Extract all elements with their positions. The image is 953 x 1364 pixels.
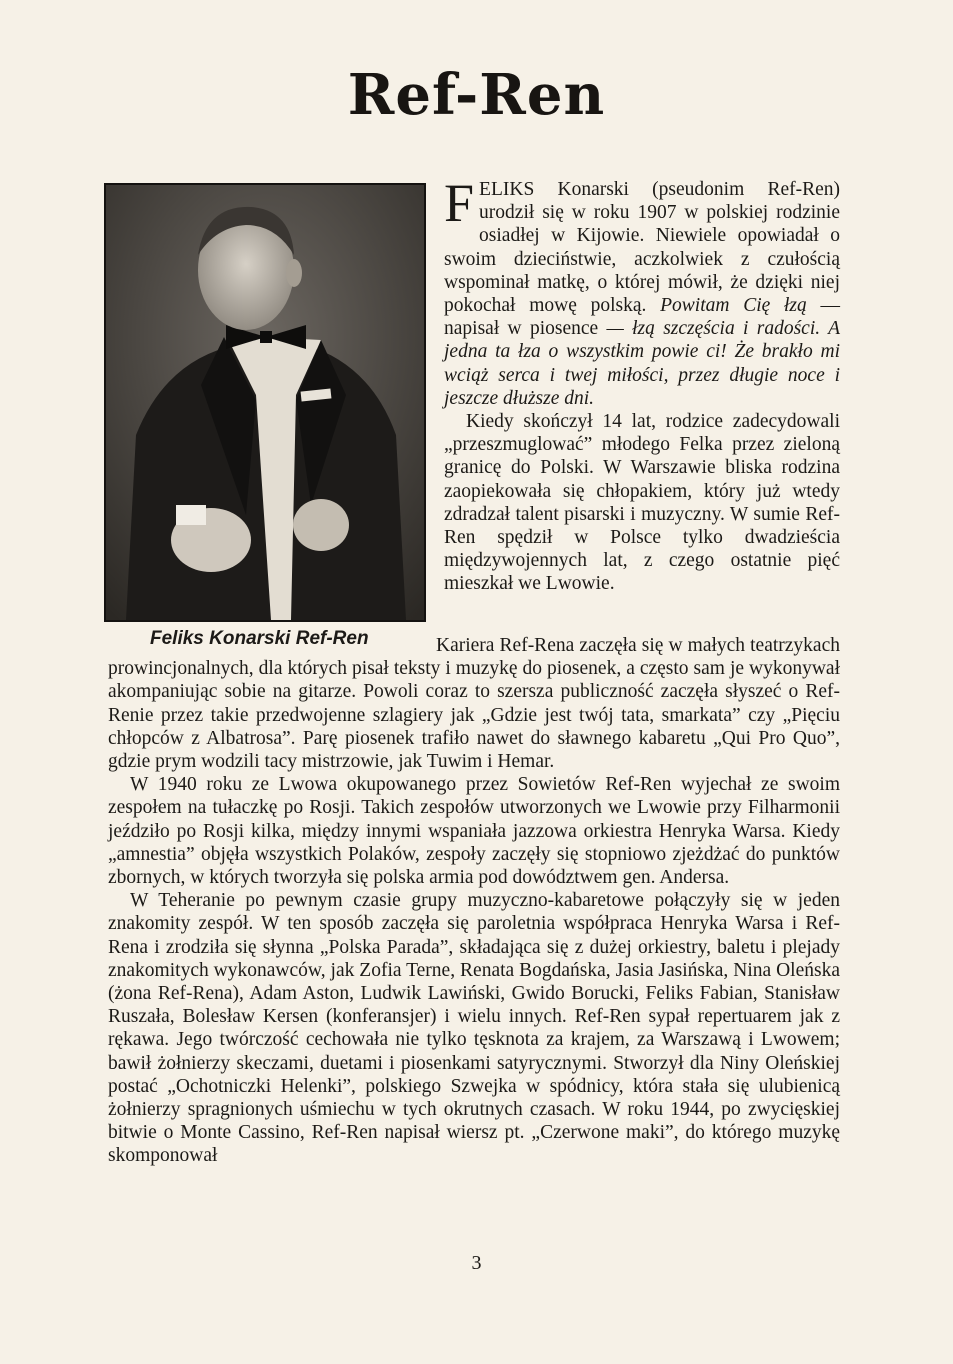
paragraph-career: Kariera Ref-Rena zaczęła się w małych teatrzykach prowincjonalnych, dla których pisał teksty i muzykę do piosenek, a często sam je wykonywał akompaniując sobie na gitarze. Powoli coraz to szersza publiczność zaczęła słyszeć o Ref-Renie przez takie przedwojenne szlagiery jak „Gdzie jest twój tata, smarkata” czy „Pięciu chłopców z Albatrosa”. Parę piosenek trafiło nawet do sławnego kabaretu „Qui Pro Quo”, gdzie prym wodzili tacy mistrzowie, jak Tuwim i Hemar.: [108, 635, 840, 773]
page-title: Ref-Ren: [347, 62, 606, 128]
drop-cap: F: [444, 173, 475, 233]
quote-lyrics: — łzą szczęścia i radości. A jedna ta łza o wszystkim powie ci! Że brakło mi wciąż serca i twej miłości, przez długie noce i jeszcze dłuższe dni.: [444, 318, 840, 409]
paragraph-russia: W 1940 roku ze Lwowa okupowanego przez Sowietów Ref-Ren wyjechał ze swoim zespołem na tułaczkę po Rosji. Takich zespołów utworzonych we Lwowie przy Filharmonii jeździło po Rosji kilka, między innymi wspaniała jazzowa orkiestra Henryka Warsa. Kiedy „amnestia” objęła wszystkich Polaków, zespoły zaczęły się stopniowo zjeżdżać do punktów zbornych, w których tworzyła się polska armia pod dowództwem gen. Andersa.: [108, 774, 840, 889]
paragraph-teheran: W Teheranie po pewnym czasie grupy muzyczno-kabaretowe połączyły się w jeden znakomity zespół. W ten sposób zaczęła się paroletnia współpraca Henryka Warsa i Ref-Rena i zrodziła się słynna „Polska Parada”, składająca się z dużej orkiestry, baletu i plejady znakomitych wykonawców, jak Zofia Terne, Renata Bogdańska, Jasia Jasińska, Nina Oleńska (żona Ref-Rena), Adam Aston, Ludwik Lawiński, Gwido Borucki, Feliks Fabian, Stanisław Ruszała, Bolesław Kersen (konferansjer) i wielu innych. Ref-Ren sypał repertuarem jak z rękawa. Jego twórczość cechowała nie tylko tęsknota za krajem, za Warszawą i Lwowem; bawił żołnierzy skeczami, duetami i piosenkami satyrycznymi. Stworzył dla Niny Oleńskiej postać „Ochotniczki Helenki”, polskiego Szwejka w spódnicy, która stała się ulubienicą żołnierzy spragnionych uśmiechu w tych okrutnych czasach. W roku 1944, po zwycięskiej bitwie o Monte Cassino, Ref-Ren napisał wiersz pt. „Czerwone maki”, do którego muzykę skomponował: [108, 890, 840, 1167]
intro-column: [444, 173, 840, 596]
paragraph-intro: FELIKS Konarski (pseudonim Ref-Ren) urodził się w roku 1907 w polskiej rodzinie osiadłej w Kijowie. Niewiele opowiadał o swoim dzieciństwie, aczkolwiek z czułością wspominał matkę, o której mówił, że dzięki niej pokochał mowę polską. Powitam Cię łzą — napisał w piosence — łzą szczęścia i radości. A jedna ta łza o wszystkim powie ci! Że brakło mi wciąż serca i twej miłości, przez długie noce i jeszcze dłuższe dni.: [444, 173, 840, 409]
page-number: 3: [471, 1252, 482, 1274]
portrait-image: [106, 185, 424, 620]
paragraph-childhood: Kiedy skończył 14 lat, rodzice zadecydowali „przeszmuglować” młodego Felka przez zieloną granicę do Polski. W Warszawie bliska rodzina zaopiekowała się chłopakiem, który już wtedy zdradzał talent pisarski i muzyczny. W sumie Ref-Ren spędził w Polsce tylko dwadzieścia międzywojennych lat, z czego ostatnie pięć mieszkał we Lwowie.: [444, 411, 840, 595]
portrait-photo: [104, 183, 426, 622]
quote-title: Powitam Cię łzą: [660, 295, 807, 317]
photo-caption: Feliks Konarski Ref-Ren: [150, 628, 369, 649]
body-text: [108, 634, 840, 1168]
